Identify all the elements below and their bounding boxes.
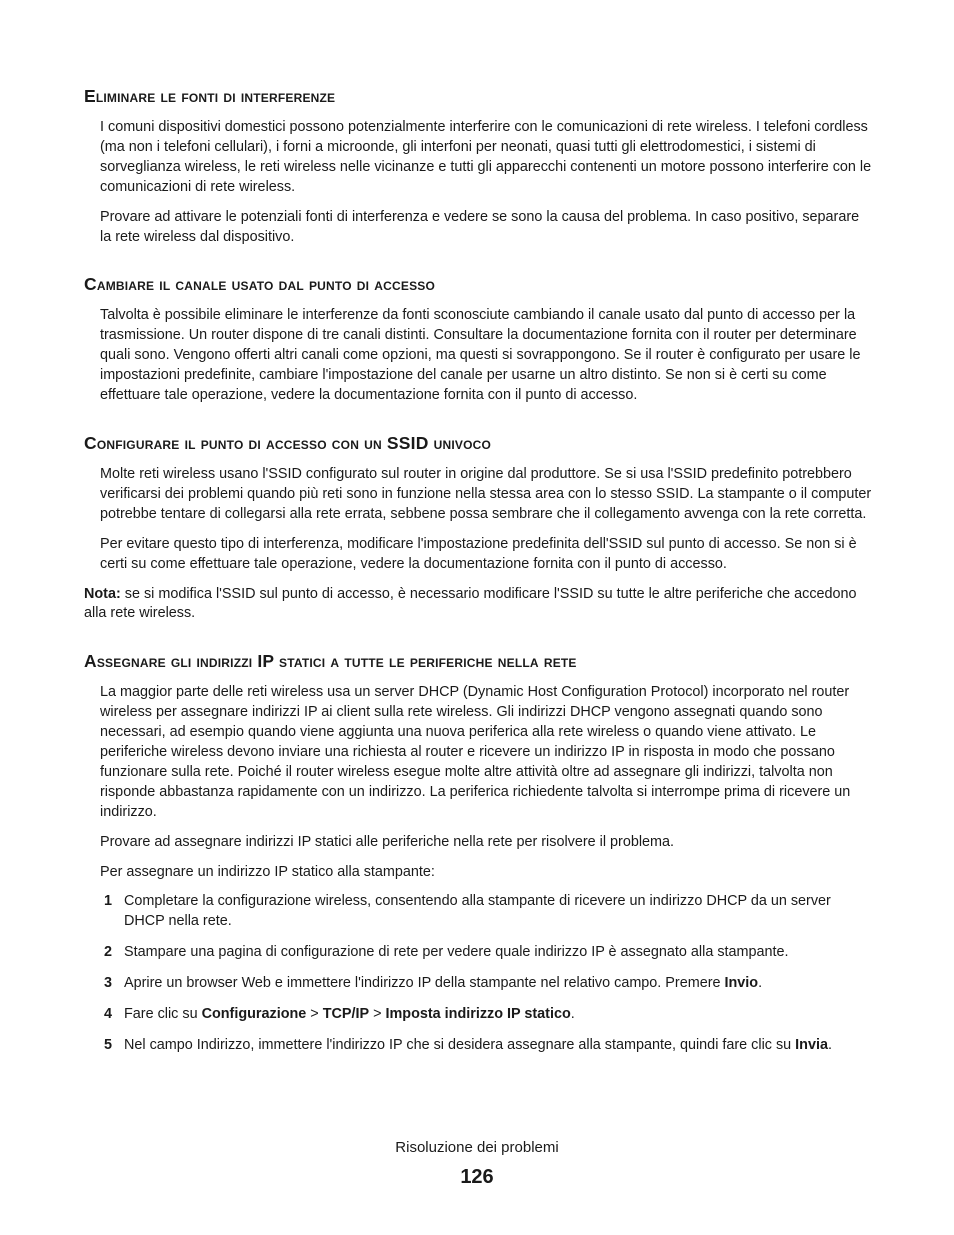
section-cambiare-canale bbox=[84, 274, 874, 406]
step-item bbox=[84, 1036, 872, 1056]
document-page bbox=[84, 86, 874, 1083]
note-label: Nota: bbox=[84, 585, 121, 602]
menu-path-static-ip: Imposta indirizzo IP statico bbox=[385, 1006, 571, 1023]
note bbox=[84, 585, 872, 625]
step-number: 3 bbox=[104, 975, 113, 992]
paragraph: Per evitare questo tipo di interferenza, modificare l'impostazione predefinita dell'SSID sul punto di accesso. Se non si è certi su come effettuare tale operazione, vedere la documentazione fornita con il punto di accesso. bbox=[100, 535, 857, 572]
page-number: 126 bbox=[460, 1166, 494, 1188]
menu-separator: > bbox=[369, 1006, 386, 1023]
section-eliminare-interferenze bbox=[84, 86, 874, 247]
menu-path-tcpip: TCP/IP bbox=[322, 1006, 370, 1023]
step-number: 1 bbox=[104, 893, 113, 910]
paragraph: Provare ad attivare le potenziali fonti di interferenza e vedere se sono la causa del problema. In caso positivo, separare la rete wireless dal dispositivo. bbox=[100, 208, 860, 245]
paragraph: Molte reti wireless usano l'SSID configurato sul router in origine dal produttore. Se si usa l'SSID predefinito potrebbero verificarsi dei problemi quando più reti sono in funzione nella stessa area con lo stesso SSID. La stampante o il computer potrebbe tentare di collegarsi alla rete errata, sebbene possa sembrare che il collegamento avvenga con la rete corretta. bbox=[100, 465, 872, 522]
paragraph: La maggior parte delle reti wireless usa un server DHCP (Dynamic Host Configuration Protocol) incorporato nel router wireless per assegnare indirizzi IP ai client sulla rete wireless. Gli indirizzi DHCP vengono assegnati quando sono necessari, ad esempio quando viene aggiunta una nuova periferica alla rete wireless o quando viene attivato. Le periferiche wireless devono inviare una richiesta al router e ricevere un indirizzo IP in risposta in modo che possano funzionare sulla rete. Poiché il router wireless esegue molte altre attività oltre ad assegnare gli indirizzi, talvolta non risponde abbastanza rapidamente con un indirizzo. La periferica richiedente talvolta si interrompe prima di ricevere un indirizzo. bbox=[100, 684, 851, 820]
step-item bbox=[84, 1005, 872, 1025]
section-heading: Assegnare gli indirizzi IP statici a tutte le periferiche nella rete bbox=[84, 651, 577, 672]
section-heading: Eliminare le fonti di interferenze bbox=[84, 86, 336, 106]
step-text-end: . bbox=[758, 975, 763, 992]
step-text: Stampare una pagina di configurazione di rete per vedere quale indirizzo IP è assegnato alla stampante. bbox=[124, 944, 789, 961]
step-text-end: . bbox=[570, 1006, 575, 1023]
step-text: Aprire un browser Web e immettere l'indirizzo IP della stampante nel relativo campo. Premere bbox=[124, 975, 725, 992]
menu-path-configurazione: Configurazione bbox=[201, 1006, 307, 1023]
step-bold: Invio bbox=[724, 975, 759, 992]
step-text: Fare clic su bbox=[124, 1006, 202, 1023]
step-bold: Invia bbox=[795, 1037, 828, 1053]
step-text: Nel campo Indirizzo, immettere l'indirizzo IP che si desidera assegnare alla stampante, quindi fare clic su bbox=[124, 1037, 796, 1053]
step-number: 5 bbox=[104, 1037, 113, 1053]
section-configurare-ssid bbox=[84, 433, 874, 624]
note-text: se si modifica l'SSID sul punto di accesso, è necessario modificare l'SSID su tutte le altre periferiche che accedono alla rete wireless. bbox=[84, 585, 857, 622]
section-heading: Cambiare il canale usato dal punto di accesso bbox=[84, 274, 436, 295]
step-number: 4 bbox=[104, 1006, 113, 1023]
step-item bbox=[84, 974, 872, 994]
step-text: Completare la configurazione wireless, consentendo alla stampante di ricevere un indirizzo DHCP da un server DHCP nella rete. bbox=[124, 893, 831, 930]
menu-separator: > bbox=[306, 1006, 323, 1023]
step-number: 2 bbox=[104, 944, 113, 961]
paragraph: Provare ad assegnare indirizzi IP statici alle periferiche nella rete per risolvere il problema. bbox=[100, 833, 675, 850]
section-heading: Configurare il punto di accesso con un SSID univoco bbox=[84, 432, 492, 453]
footer-chapter-title: Risoluzione dei problemi bbox=[395, 1139, 559, 1156]
step-item bbox=[84, 892, 872, 932]
steps-list bbox=[84, 892, 874, 1055]
paragraph: Per assegnare un indirizzo IP statico alla stampante: bbox=[100, 863, 435, 880]
paragraph: I comuni dispositivi domestici possono potenzialmente interferire con le comunicazioni di rete wireless. I telefoni cordless (ma non i telefoni cellulari), i forni a microonde, gli interfoni per neonati, quasi tutti gli elettrodomestici, i sistemi di sorveglianza wireless, le reti wireless nelle vicinanze e tutti gli apparecchi contenenti un motore possono interferire con le comunicazioni di rete wireless. bbox=[100, 119, 872, 195]
step-item bbox=[84, 943, 872, 963]
step-text-end: . bbox=[827, 1037, 832, 1053]
section-assegnare-ip bbox=[84, 651, 874, 1056]
paragraph: Talvolta è possibile eliminare le interferenze da fonti sconosciute cambiando il canale usato dal punto di accesso per la trasmissione. Un router dispone di tre canali distinti. Consultare la documentazione fornita con il router per determinare quali sono. Vengono offerti altri canali come opzioni, ma questi si sovrappongono. Se il router è configurato per usare le impostazioni predefinite, cambiare l'impostazione del canale per usarne un altro distinto. Se non si è certi su come effettuare tale operazione, vedere la documentazione fornita con il punto di accesso. bbox=[100, 307, 861, 404]
